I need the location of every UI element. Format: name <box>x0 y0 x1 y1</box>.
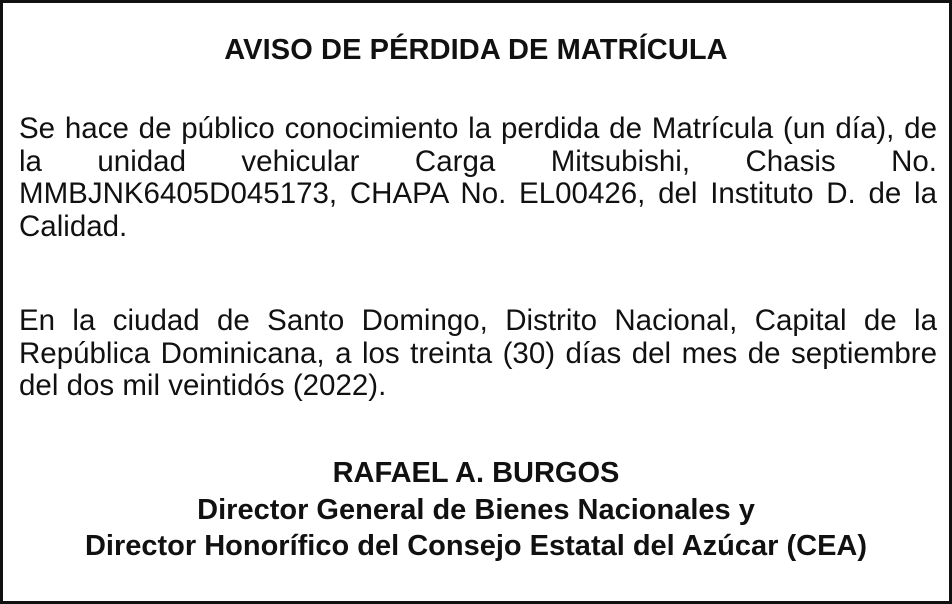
signatory-name: RAFAEL A. BURGOS <box>332 457 620 489</box>
notice-paragraph-loss: Se hace de público conocimiento la perdida de Matrícula (un día), de la unidad vehicular Carga Mitsubishi, Chasis No. MMBJNK6405D045173, CHAPA No. EL00426, del Instituto D. de la Calidad. <box>19 112 937 243</box>
signature-block <box>3 455 949 565</box>
signatory-title-line-2: Director Honorífico del Consejo Estatal del Azúcar (CEA) <box>84 530 868 562</box>
notice-paragraph-place-date: En la ciudad de Santo Domingo, Distrito Nacional, Capital de la República Dominicana, a los treinta (30) días del mes de septiembre del dos mil veintidós (2022). <box>19 304 937 402</box>
notice-title: AVISO DE PÉRDIDA DE MATRÍCULA <box>224 34 728 66</box>
signatory-title-line-1: Director General de Bienes Nacionales y <box>197 493 755 526</box>
